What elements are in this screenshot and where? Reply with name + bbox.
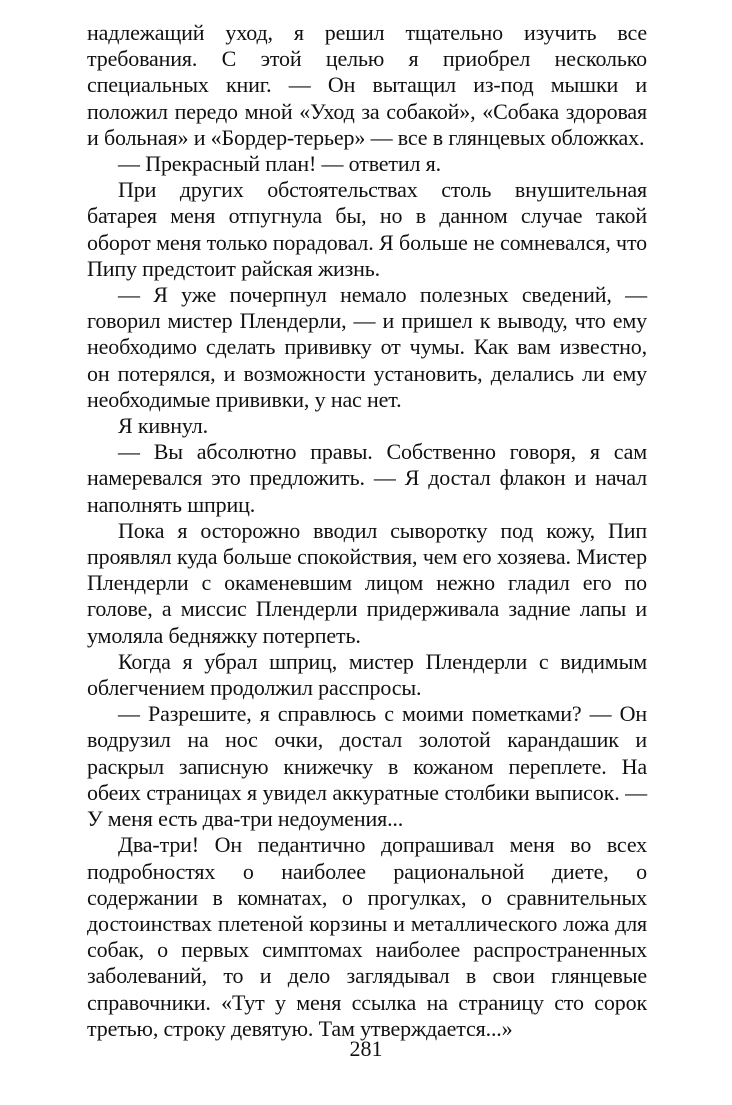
- paragraph: При других обстоятельствах столь внушительная батарея меня отпугнула бы, но в данном случае такой оборот меня только порадовал. Я больше не сомневался, что Пипу предстоит райская жизнь.: [87, 177, 647, 281]
- paragraph: Пока я осторожно вводил сыворотку под кожу, Пип проявлял куда больше спокойствия, чем его хозяева. Мистер Плендерли с окаменевшим лицом нежно гладил его по голове, а миссис Плендерли придерживала задние лапы и умоляла бедняжку потерпеть.: [87, 517, 647, 648]
- paragraph: надлежащий уход, я решил тщательно изучить все требования. С этой целью я приобрел несколько специальных книг. — Он вытащил из-под мышки и положил передо мной «Уход за собакой», «Собака здоровая и больная» и «Бордер-терьер» — все в глянцевых обложках.: [87, 20, 647, 150]
- paragraph: — Вы абсолютно правы. Собственно говоря, я сам намеревался это предложить. — Я достал флакон и начал наполнять шприц.: [87, 439, 647, 517]
- paragraph: — Разрешите, я справлюсь с моими пометками? — Он водрузил на нос очки, достал золотой карандашик и раскрыл записную книжечку в кожаном переплете. На обеих страницах я увидел аккуратные столбики выписок. — У меня есть два-три недоумения...: [87, 701, 647, 832]
- paragraph: Когда я убрал шприц, мистер Плендерли с видимым облегчением продолжил расспросы.: [87, 648, 647, 701]
- paragraph: — Прекрасный план! — ответил я.: [118, 151, 441, 177]
- page-body: [87, 20, 647, 1042]
- paragraph: Два-три! Он педантично допрашивал меня во всех подробностях о наиболее рациональной диете, о содержании в комнатах, о прогулках, о сравнительных достоинствах плетеной корзины и металлического ложа для собак, о первых симптомах наиболее распространенных заболеваний, то и дело заглядывал в свои глянцевые справочники. «Тут у меня ссылка на страницу сто сорок третью, строку девятую. Там утверждается...»: [87, 832, 647, 1041]
- paragraph: Я кивнул.: [118, 413, 208, 439]
- paragraph: — Я уже почерпнул немало полезных сведений, — говорил мистер Плендерли, — и пришел к выводу, что ему необходимо сделать прививку от чумы. Как вам известно, он потерялся, и возможности установить, делались ли ему необходимые прививки, у нас нет.: [87, 282, 647, 412]
- page-number: 281: [349, 1036, 383, 1061]
